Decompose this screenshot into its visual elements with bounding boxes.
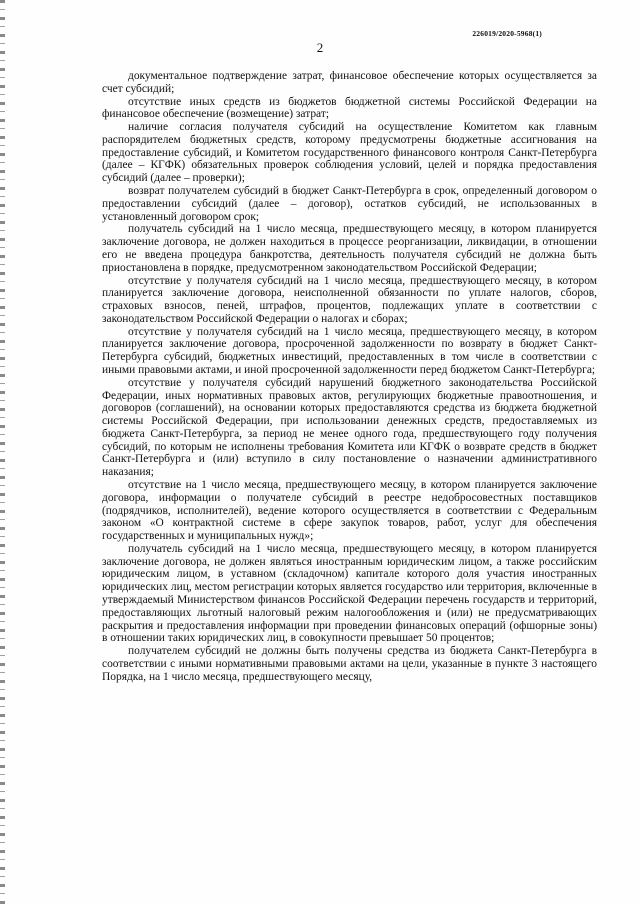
paragraph: отсутствие у получателя субсидий на 1 число месяца, предшествующего месяцу, в котором планируется заключение договора, просроченной задолженности по возврату в бюджет Санкт-Петербурга субсидий, бюджетных инвестиций, предоставленных в том числе в соответствии с иными правовыми актами, и иной просроченной задолженности перед бюджетом Санкт-Петербурга; <box>102 325 597 376</box>
document-id: 226019/2020-5968(1) <box>472 29 542 38</box>
paragraph: получателем субсидий не должны быть получены средства из бюджета Санкт-Петербурга в соответствии с иными нормативными правовыми актами на цели, указанные в пункте 3 настоящего Порядка, на 1 число месяца, предшествующего месяцу, <box>102 645 597 683</box>
paragraph: отсутствие иных средств из бюджетов бюджетной системы Российской Федерации на финансовое обеспечение (возмещение) затрат; <box>102 95 597 121</box>
paragraph: отсутствие у получателя субсидий нарушений бюджетного законодательства Российской Федерации, иных нормативных правовых актов, регулирующих бюджетные правоотношения, и договоров (соглашений), на основании которых предоставляются средства из бюджета бюджетной системы Российской Федерации, при использовании денежных средств, предоставляемых из бюджета Санкт-Петербурга, за период не менее одного года, предшествующего году получения субсидий, по которым не исполнены требования Комитета или КГФК о возврате средств в бюджет Санкт-Петербурга и (или) вступило в силу постановление о назначении административного наказания; <box>102 376 597 479</box>
paragraph: отсутствие на 1 число месяца, предшествующего месяцу, в котором планируется заключение договора, информации о получателе субсидий в реестре недобросовестных поставщиков (подрядчиков, исполнителей), ведение которого осуществляется в соответствии с Федеральным законом «О контрактной системе в сфере закупок товаров, работ, услуг для обеспечения государственных и муниципальных нужд»; <box>102 479 597 543</box>
document-body <box>102 70 597 684</box>
paragraph: отсутствие у получателя субсидий на 1 число месяца, предшествующего месяцу, в котором планируется заключение договора, неисполненной обязанности по уплате налогов, сборов, страховых взносов, пеней, штрафов, процентов, подлежащих уплате в соответствии с законодательством Российской Федерации о налогах и сборах; <box>102 274 597 325</box>
page-number: 2 <box>316 40 324 55</box>
paragraph: наличие согласия получателя субсидий на осуществление Комитетом как главным распорядителем бюджетных средств, которому предусмотрены бюджетные ассигнования на предоставление субсидий, и Комитетом государственного финансового контроля Санкт-Петербурга (далее – КГФК) обязательных проверок соблюдения условий, целей и порядка предоставления субсидий (далее – проверки); <box>102 121 597 185</box>
paragraph: возврат получателем субсидий в бюджет Санкт-Петербурга в срок, определенный договором о предоставлении субсидий (далее – договор), остатков субсидий, не использованных в установленный договором срок; <box>102 185 597 223</box>
paragraph: получатель субсидий на 1 число месяца, предшествующего месяцу, в котором планируется заключение договора, не должен находиться в процессе реорганизации, ликвидации, в отношении его не введена процедура банкротства, деятельность получателя субсидий не должна быть приостановлена в порядке, предусмотренном законодательством Российской Федерации; <box>102 223 597 274</box>
paragraph: документальное подтверждение затрат, финансовое обеспечение которых осуществляется за счет субсидий; <box>102 70 597 95</box>
scan-edge-artifact <box>0 0 5 905</box>
paragraph: получатель субсидий на 1 число месяца, предшествующего месяцу, в котором планируется заключение договора, не должен являться иностранным юридическим лицом, а также российским юридическим лицом, в уставном (складочном) капитале которого доля участия иностранных юридических лиц, местом регистрации которых является государство или территория, включенные в утверждаемый Министерством финансов Российской Федерации перечень государств и территорий, предоставляющих льготный налоговый режим налогообложения и (или) не предусматривающих раскрытия и предоставления информации при проведении финансовых операций (офшорные зоны) в отношении таких юридических лиц, в совокупности превышает 50 процентов; <box>102 542 597 645</box>
